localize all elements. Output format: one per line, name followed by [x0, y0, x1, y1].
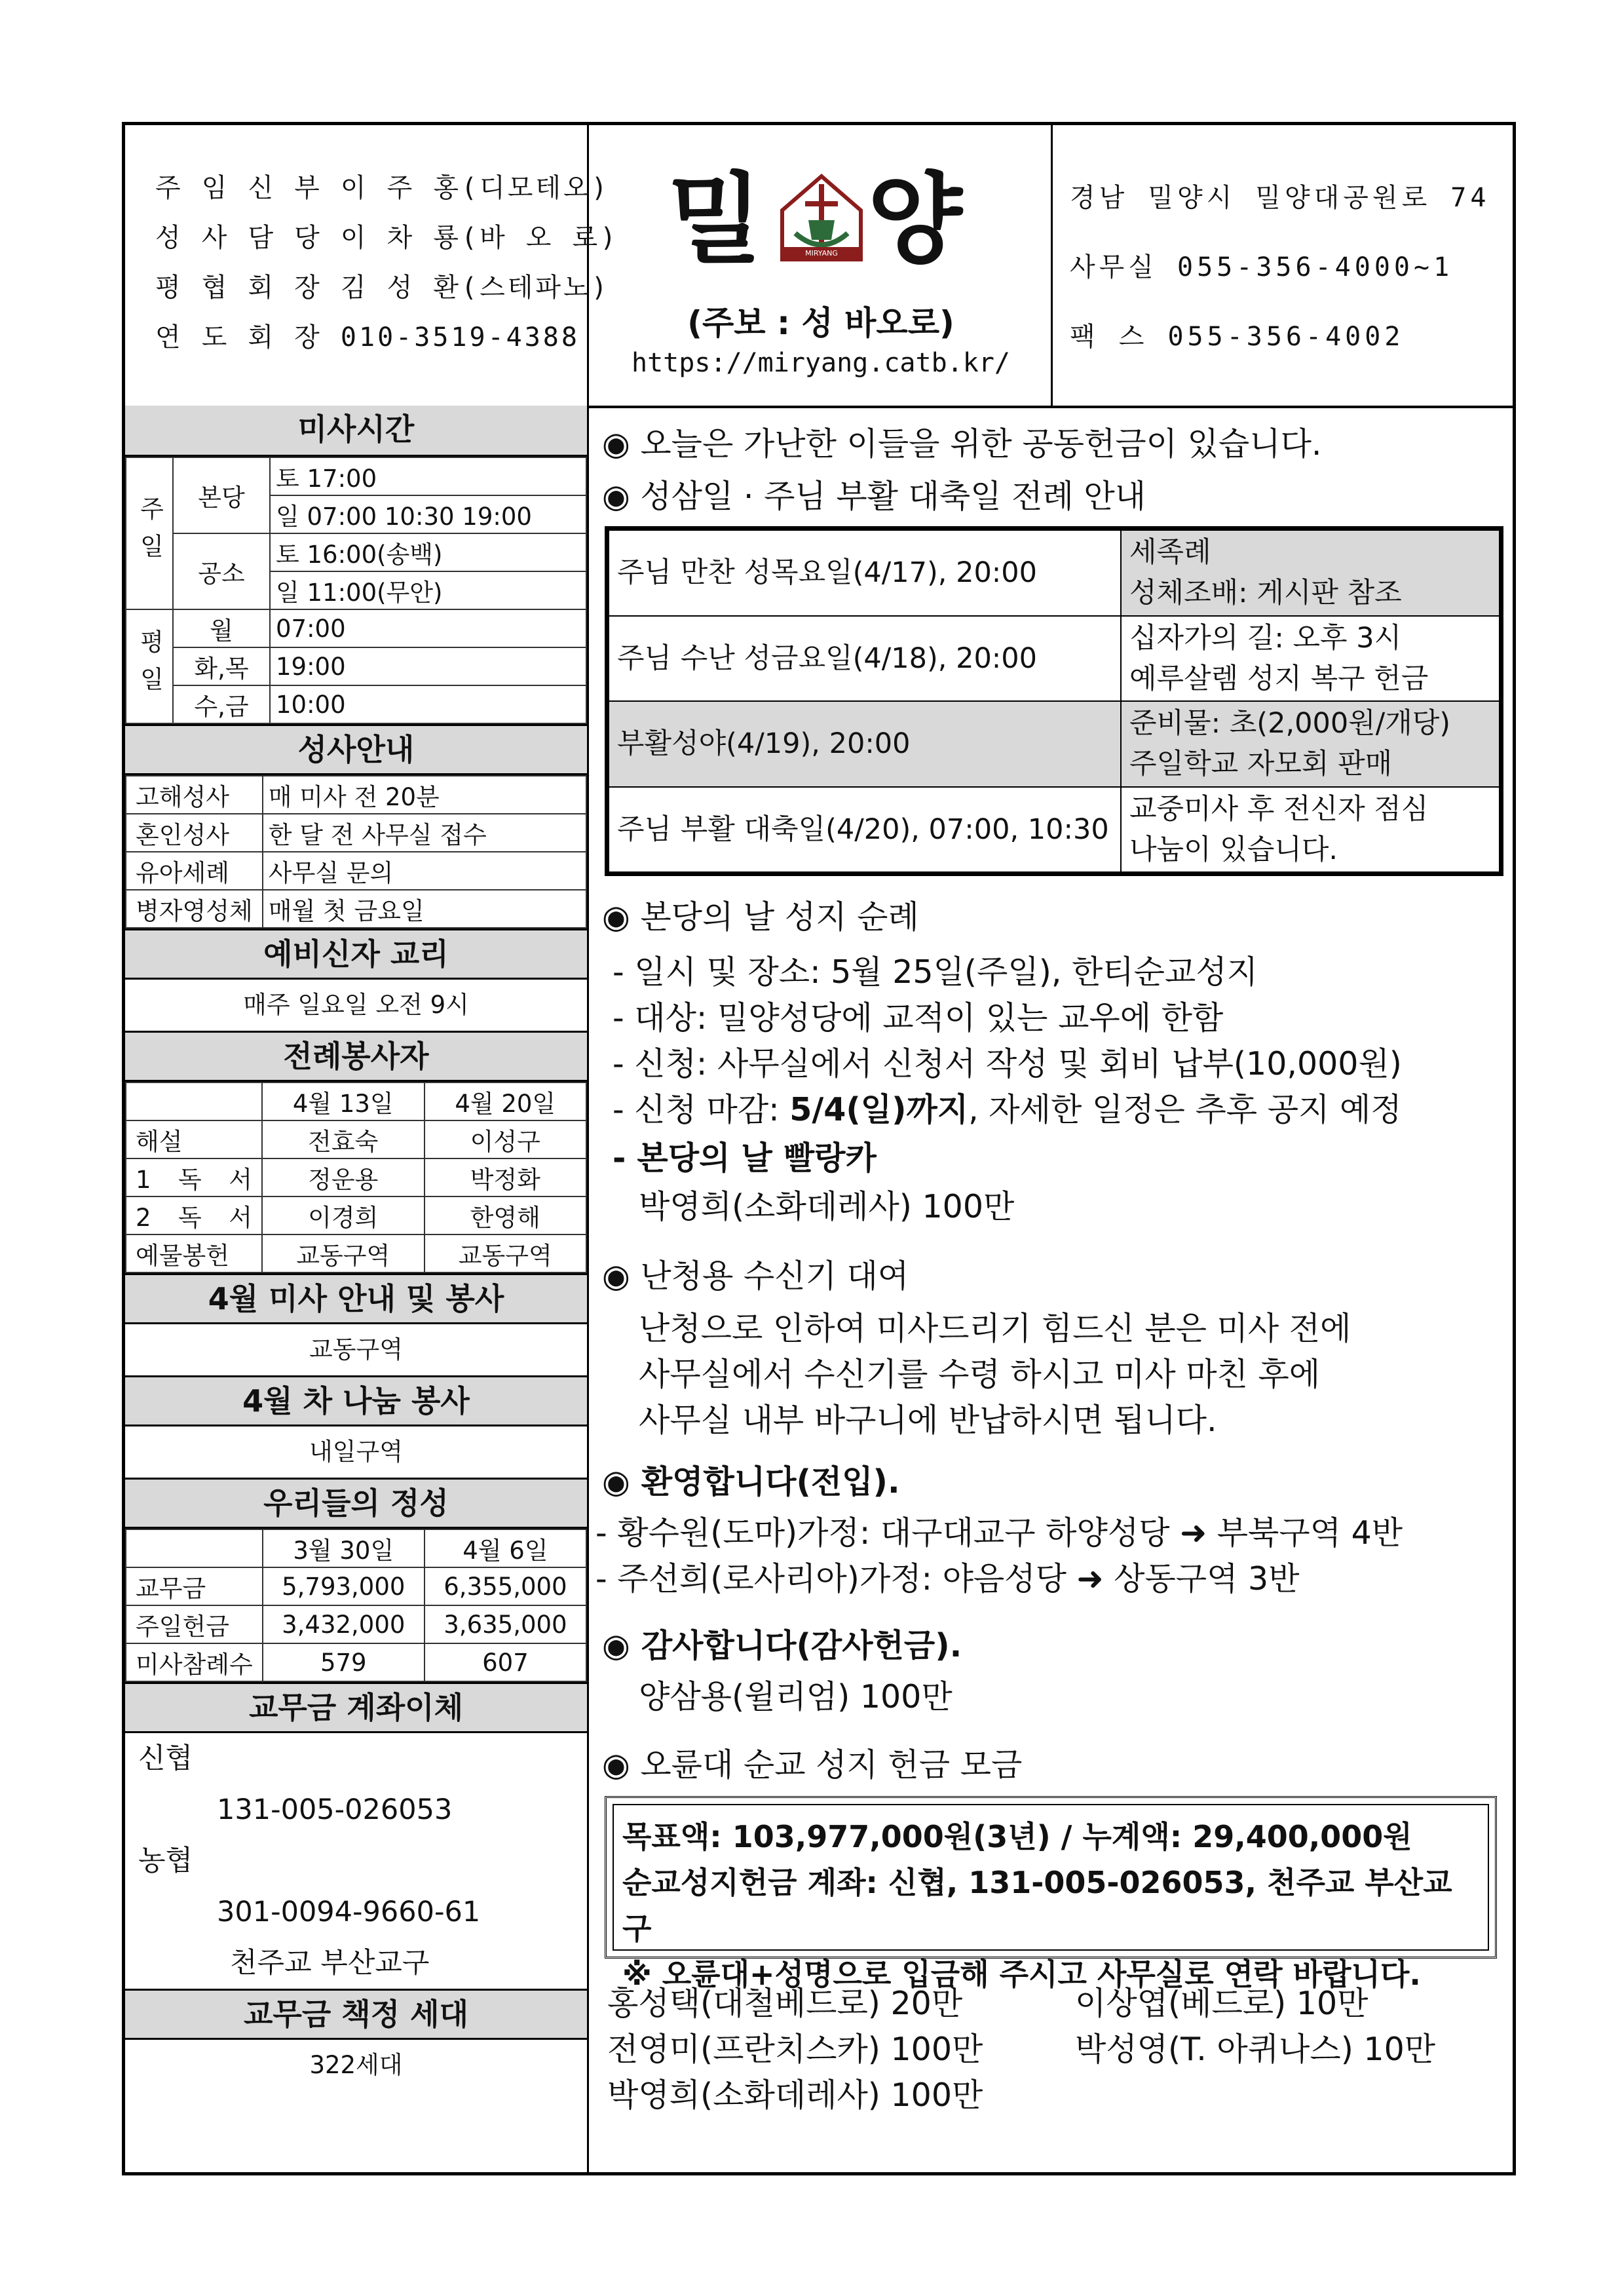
mass-time: 일 11:00(무안) — [270, 571, 586, 609]
server-name: 교동구역 — [262, 1234, 425, 1272]
office-phone: 사무실 055-356-4000~1 — [1070, 252, 1454, 282]
sunday-label: 주일 — [126, 457, 173, 609]
donor: 전영미(프란치스카) 100만 — [607, 2031, 983, 2068]
server-name: 이경희 — [262, 1196, 425, 1234]
bulletin-subtitle: (주보 : 성 바오로) — [687, 304, 954, 342]
schedule-event: 주님 수난 성금요일(4/18), 20:00 — [609, 616, 1121, 702]
staff-row: 성 사 담 당 이 차 룡(바 오 로) — [155, 223, 619, 253]
left-sidebar — [125, 406, 589, 2172]
tea-service-title: 4월 차 나눔 봉사 — [125, 1375, 587, 1426]
offering-value: 5,793,000 — [263, 1567, 425, 1605]
mass-time-table — [125, 457, 587, 724]
logo-char-left: 밀 — [668, 163, 763, 277]
servers-table — [125, 1082, 587, 1273]
offering-label: 주일헌금 — [126, 1605, 263, 1643]
fundraising-box — [605, 1796, 1497, 1992]
transfer-title: 교무금 계좌이체 — [125, 1682, 587, 1733]
offering-value: 579 — [263, 1643, 425, 1681]
mass-time: 토 16:00(송백) — [270, 533, 586, 571]
notices — [589, 406, 1513, 2172]
servers-title: 전례봉사자 — [125, 1031, 587, 1082]
bullet-icon: ◉ — [602, 1746, 630, 1784]
households-title: 교무금 책정 세대 — [125, 1989, 587, 2040]
donor: 박성영(T. 아퀴나스) 10만 — [1075, 2031, 1436, 2068]
notice-3-line: - 신청: 사무실에서 신청서 작성 및 회비 납부(10,000원) — [613, 1045, 1402, 1082]
staff-row: 평 협 회 장 김 성 환(스테파노) — [155, 273, 610, 303]
staff-row: 연 도 회 장 010-3519-4388 — [155, 322, 580, 353]
schedule-note: 교중미사 후 전신자 점심 나눔이 있습니다. — [1121, 787, 1500, 873]
april-mass-title: 4월 미사 안내 및 봉사 — [125, 1273, 587, 1324]
fundraising-line: ※ 오륜대+성명으로 입금해 주시고 사무실로 연락 바랍니다. — [622, 1957, 1421, 1992]
offering-title: 우리들의 정성 — [125, 1478, 587, 1529]
fundraising-line: 목표액: 103,977,000원(3년) / 누계액: 29,400,000원 — [622, 1819, 1412, 1854]
notice-2: ◉ 성삼일 · 주님 부활 대축일 전례 안내 — [602, 478, 1146, 515]
sacrament-value: 사무실 문의 — [263, 852, 586, 890]
bank-name: 농협 — [138, 1845, 193, 1877]
mass-time: 일 07:00 10:30 19:00 — [270, 495, 586, 533]
notice-5-line: - 황수원(도마)가정: 대구대교구 하양성당 ➜ 부북구역 4반 — [595, 1514, 1403, 1552]
schedule-row — [609, 787, 1500, 873]
server-name: 전효숙 — [262, 1120, 425, 1158]
easter-schedule-table — [605, 526, 1503, 876]
bank-name: 신협 — [138, 1742, 193, 1775]
staff-row: 주 임 신 부 이 주 홍(디모테오) — [155, 173, 610, 203]
notice-6-line: 양삼용(윌리엄) 100만 — [639, 1678, 953, 1715]
server-name: 박정화 — [425, 1158, 587, 1196]
address: 경남 밀양시 밀양대공원로 74 — [1070, 183, 1490, 213]
mass-day: 화,목 — [173, 647, 270, 685]
notice-5: ◉ 환영합니다(전입). — [602, 1463, 900, 1501]
bullet-icon: ◉ — [602, 478, 630, 515]
notice-3-line: - 대상: 밀양성당에 교적이 있는 교우에 한함 — [613, 999, 1224, 1037]
mass-time: 07:00 — [270, 609, 586, 647]
schedule-note: 준비물: 초(2,000원/개당) 주일학교 자모회 판매 — [1121, 701, 1500, 787]
sacrament-value: 한 달 전 사무실 접수 — [263, 814, 586, 852]
tea-service-group: 내일구역 — [309, 1438, 403, 1466]
notice-4-line: 난청으로 인하여 미사드리기 힘드신 분은 미사 전에 — [639, 1310, 1351, 1347]
church-emblem-icon — [776, 171, 867, 269]
sacrament-value: 매 미사 전 20분 — [263, 776, 586, 814]
notice-3-deadline: - 신청 마감: 5/4(일)까지, 자세한 일정은 추후 공지 예정 — [613, 1091, 1402, 1128]
mass-time: 토 17:00 — [270, 457, 586, 495]
notice-5-line: - 주선희(로사리아)가정: 야음성당 ➜ 상동구역 3반 — [595, 1560, 1300, 1598]
servers-date: 4월 13일 — [262, 1082, 425, 1120]
fundraising-line: 순교성지헌금 계좌: 신협, 131-005-026053, 천주교 부산교구 — [622, 1865, 1452, 1946]
offering-value: 6,355,000 — [425, 1567, 586, 1605]
notice-4: ◉ 난청용 수신기 대여 — [602, 1257, 909, 1295]
mass-place: 공소 — [173, 533, 270, 609]
server-role: 2 독 서 — [126, 1196, 262, 1234]
logo-char-right: 양 — [867, 163, 962, 277]
schedule-row — [609, 701, 1500, 787]
sacrament-title: 성사안내 — [125, 724, 587, 775]
bullet-icon: ◉ — [602, 898, 630, 936]
schedule-row — [609, 530, 1500, 616]
sacrament-table — [125, 775, 587, 928]
april-mass-group: 교동구역 — [309, 1335, 403, 1364]
offering-value: 3,432,000 — [263, 1605, 425, 1643]
bullet-icon: ◉ — [602, 1627, 630, 1664]
header — [125, 125, 1513, 408]
server-name: 이성구 — [425, 1120, 587, 1158]
server-role: 해설 — [126, 1120, 262, 1158]
website-link[interactable]: https://miryang.catb.kr/ — [632, 348, 1010, 378]
notice-1: ◉ 오늘은 가난한 이들을 위한 공동헌금이 있습니다. — [602, 425, 1322, 463]
bullet-icon: ◉ — [602, 1257, 630, 1295]
account-holder: 천주교 부산교구 — [230, 1947, 430, 1980]
notice-3: ◉ 본당의 날 성지 순례 — [602, 898, 919, 936]
schedule-row — [609, 616, 1500, 702]
mass-day: 월 — [173, 609, 270, 647]
mass-day: 수,금 — [173, 685, 270, 723]
server-name: 교동구역 — [425, 1234, 587, 1272]
schedule-event: 주님 만찬 성목요일(4/17), 20:00 — [609, 530, 1121, 616]
server-name: 정운용 — [262, 1158, 425, 1196]
bullet-icon: ◉ — [602, 1463, 630, 1501]
emblem-text: MIRYANG — [805, 249, 838, 258]
fax-number: 팩 스 055-356-4002 — [1070, 322, 1405, 352]
notice-3-line: - 일시 및 장소: 5월 25일(주일), 한티순교성지 — [613, 953, 1258, 991]
offering-label: 미사참례수 — [126, 1643, 263, 1681]
notice-3-card-donor: 박영희(소화데레사) 100만 — [639, 1188, 1015, 1225]
offering-date: 4월 6일 — [425, 1529, 586, 1567]
staff-list — [125, 125, 619, 406]
schedule-note: 세족례 성체조배: 게시판 참조 — [1121, 530, 1500, 616]
mass-time: 19:00 — [270, 647, 586, 685]
donor: 박영희(소화데레사) 100만 — [607, 2076, 983, 2114]
weekday-label: 평일 — [126, 609, 173, 723]
sacrament-label: 병자영성체 — [126, 890, 263, 928]
notice-3-card: - 본당의 날 빨랑카 — [613, 1139, 877, 1177]
schedule-event: 부활성야(4/19), 20:00 — [609, 701, 1121, 787]
offering-label: 교무금 — [126, 1567, 263, 1605]
catechism-title: 예비신자 교리 — [125, 928, 587, 980]
sacrament-label: 고해성사 — [126, 776, 263, 814]
notice-6: ◉ 감사합니다(감사헌금). — [602, 1627, 962, 1664]
server-name: 한영해 — [425, 1196, 587, 1234]
account-number: 131-005-026053 — [217, 1793, 453, 1826]
households-count: 322세대 — [309, 2051, 403, 2079]
notice-4-line: 사무실 내부 바구니에 반납하시면 됩니다. — [639, 1402, 1217, 1439]
bulletin-page — [122, 122, 1516, 2175]
mass-time-title: 미사시간 — [125, 406, 587, 457]
servers-date: 4월 20일 — [425, 1082, 587, 1120]
offering-table — [125, 1529, 587, 1682]
offering-value: 607 — [425, 1643, 586, 1681]
masthead-logo — [668, 158, 975, 282]
schedule-event: 주님 부활 대축일(4/20), 07:00, 10:30 — [609, 787, 1121, 873]
offering-date: 3월 30일 — [263, 1529, 425, 1567]
notice-4-line: 사무실에서 수신기를 수령 하시고 미사 마친 후에 — [639, 1356, 1321, 1393]
sacrament-label: 혼인성사 — [126, 814, 263, 852]
server-role: 예물봉헌 — [126, 1234, 262, 1272]
notice-7: ◉ 오륜대 순교 성지 헌금 모금 — [602, 1746, 1023, 1784]
bullet-icon: ◉ — [602, 425, 630, 463]
catechism-time: 매주 일요일 오전 9시 — [243, 991, 469, 1019]
sacrament-label: 유아세례 — [126, 852, 263, 890]
donor: 홍성택(대철베드로) 20만 — [607, 1985, 963, 2022]
mass-place: 본당 — [173, 457, 270, 533]
mass-time: 10:00 — [270, 685, 586, 723]
server-role: 1 독 서 — [126, 1158, 262, 1196]
donor: 이상엽(베드로) 10만 — [1075, 1985, 1369, 2022]
offering-value: 3,635,000 — [425, 1605, 586, 1643]
sacrament-value: 매월 첫 금요일 — [263, 890, 586, 928]
contact-info — [1053, 125, 1513, 406]
masthead — [589, 125, 1053, 406]
schedule-note: 십자가의 길: 오후 3시 예루살렘 성지 복구 헌금 — [1121, 616, 1500, 702]
account-number: 301-0094-9660-61 — [217, 1896, 481, 1928]
